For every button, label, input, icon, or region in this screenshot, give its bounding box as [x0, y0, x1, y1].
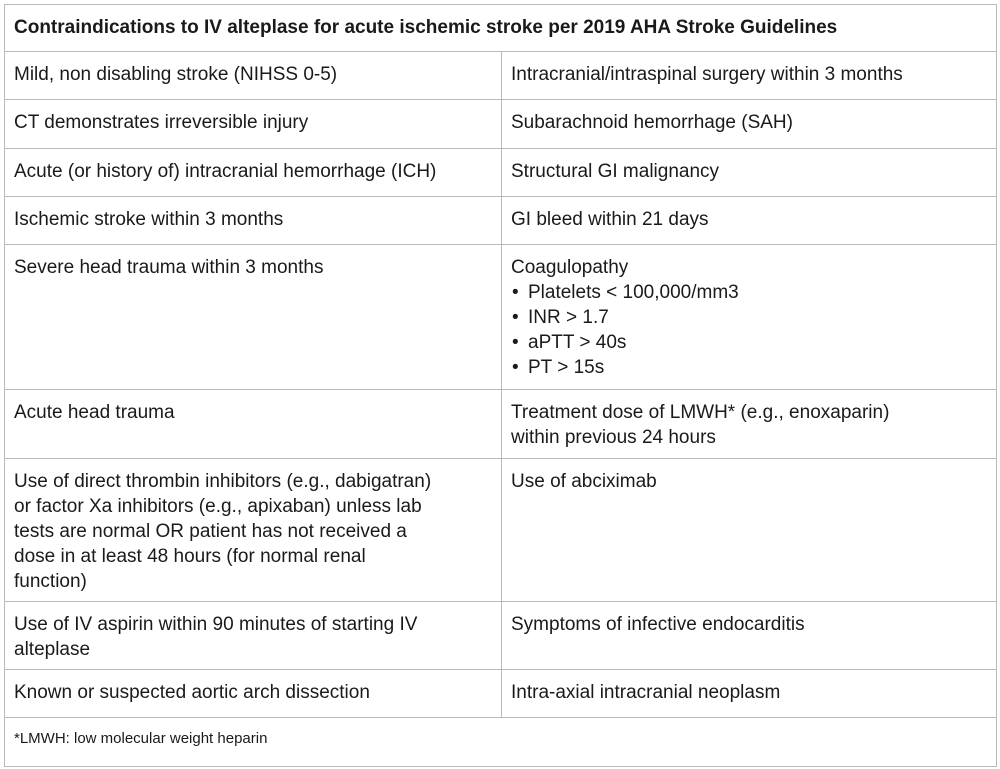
table-cell-left: [5, 52, 502, 99]
list-item-text: aPTT > 40s: [528, 332, 627, 353]
table-row: [5, 390, 996, 459]
table-cell-right: [502, 52, 996, 99]
cell-text: Acute (or history of) intracranial hemorrhage (ICH): [14, 161, 437, 182]
table-footnote: *LMWH: low molecular weight heparin: [14, 730, 268, 747]
list-item: [511, 305, 987, 330]
table-cell-right: [502, 245, 996, 389]
cell-text: function): [14, 571, 87, 592]
list-item-text: Platelets < 100,000/mm3: [528, 282, 739, 303]
cell-text: Use of direct thrombin inhibitors (e.g., dabigatran): [14, 471, 432, 492]
table-cell-left: [5, 602, 502, 669]
table-row: [5, 100, 996, 149]
cell-text: Acute head trauma: [14, 402, 175, 423]
list-item: [511, 355, 987, 380]
table-row: [5, 149, 996, 197]
table-cell-right: [502, 670, 996, 717]
table-cell-right: [502, 149, 996, 196]
cell-text: Structural GI malignancy: [511, 161, 720, 182]
table-cell-right: [502, 459, 996, 601]
cell-text: Coagulopathy: [511, 257, 629, 278]
table-cell-left: [5, 459, 502, 601]
table-cell-left: [5, 245, 502, 389]
bullet-icon: •: [512, 282, 519, 303]
table-cell-left: [5, 670, 502, 717]
cell-text: Ischemic stroke within 3 months: [14, 209, 284, 230]
list-item: [511, 280, 987, 305]
list-item-text: PT > 15s: [528, 357, 605, 378]
table-row: [5, 245, 996, 390]
cell-text: Severe head trauma within 3 months: [14, 257, 324, 278]
cell-text: Intra-axial intracranial neoplasm: [511, 682, 781, 703]
cell-text: tests are normal OR patient has not received a: [14, 521, 407, 542]
table-title: Contraindications to IV alteplase for acute ischemic stroke per 2019 AHA Stroke Guidelines: [5, 5, 996, 52]
cell-text: or factor Xa inhibitors (e.g., apixaban) unless lab: [14, 496, 422, 517]
table-cell-right: [502, 602, 996, 669]
table-row: [5, 459, 996, 602]
table-cell-left: [5, 100, 502, 148]
bullet-icon: •: [512, 357, 519, 378]
cell-text: Mild, non disabling stroke (NIHSS 0-5): [14, 64, 338, 85]
cell-text: Intracranial/intraspinal surgery within 3 months: [511, 64, 903, 85]
bullet-icon: •: [512, 307, 519, 328]
table-cell-right: [502, 197, 996, 244]
table-row: [5, 602, 996, 670]
table-cell-right: [502, 100, 996, 148]
table-row: [5, 670, 996, 718]
table-row: [5, 52, 996, 100]
list-item-text: INR > 1.7: [528, 307, 609, 328]
cell-text: alteplase: [14, 639, 91, 660]
table-cell-left: [5, 149, 502, 196]
contraindications-table: [4, 4, 997, 767]
cell-text: within previous 24 hours: [511, 427, 716, 448]
bullet-icon: •: [512, 332, 519, 353]
cell-text: Subarachnoid hemorrhage (SAH): [511, 112, 793, 133]
cell-text: Use of IV aspirin within 90 minutes of starting IV: [14, 614, 418, 635]
cell-text: Treatment dose of LMWH* (e.g., enoxaparin): [511, 402, 890, 423]
cell-text: Symptoms of infective endocarditis: [511, 614, 805, 635]
table-row: [5, 197, 996, 245]
table-cell-right: [502, 390, 996, 458]
cell-text: CT demonstrates irreversible injury: [14, 112, 309, 133]
cell-text: GI bleed within 21 days: [511, 209, 709, 230]
cell-text: Use of abciximab: [511, 471, 657, 492]
cell-text: Known or suspected aortic arch dissection: [14, 682, 370, 703]
cell-text: dose in at least 48 hours (for normal renal: [14, 546, 366, 567]
table-cell-left: [5, 390, 502, 458]
table-cell-left: [5, 197, 502, 244]
list-item: [511, 330, 987, 355]
coagulopathy-bullet-list: [511, 280, 987, 380]
